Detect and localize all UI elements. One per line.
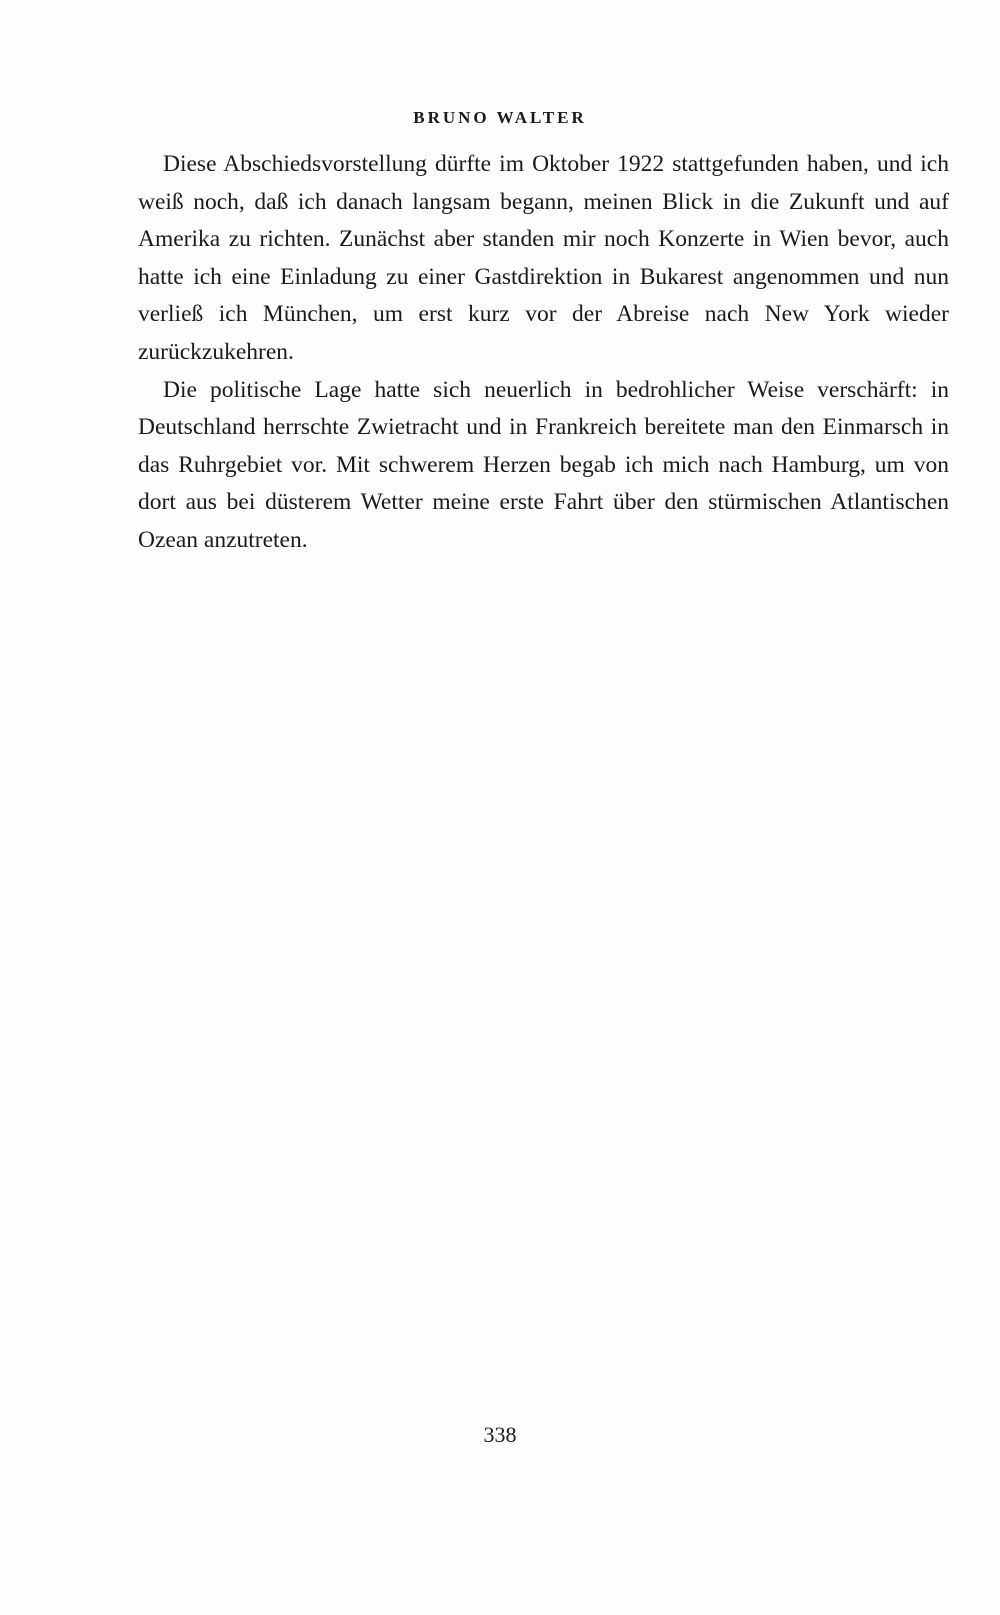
running-head: BRUNO WALTER	[413, 108, 587, 127]
page-number: 338	[483, 1422, 517, 1447]
paragraph-1: Diese Abschiedsvorstellung dürfte im Oktober 1922 stattgefunden haben, und ich weiß noch, daß ich danach langsam begann, meinen Blick in die Zukunft und auf Amerika zu richten. Zunächst aber standen mir noch Konzerte in Wien bevor, auch hatte ich eine Einladung zu einer Gastdirektion in Bukarest angenommen und nun verließ ich München, um erst kurz vor der Abreise nach New York wieder zurückzukehren.	[138, 151, 949, 365]
paragraph-2: Die politische Lage hatte sich neuerlich in bedrohlicher Weise verschärft: in Deutschland herrschte Zwietracht und in Frankreich bereitete man den Einmarsch in das Ruhrgebiet vor. Mit schwerem Herzen begab ich mich nach Hamburg, um von dort aus bei düsterem Wetter meine erste Fahrt über den stürmischen Atlantischen Ozean anzutreten.	[138, 376, 949, 553]
body-text	[138, 146, 949, 560]
